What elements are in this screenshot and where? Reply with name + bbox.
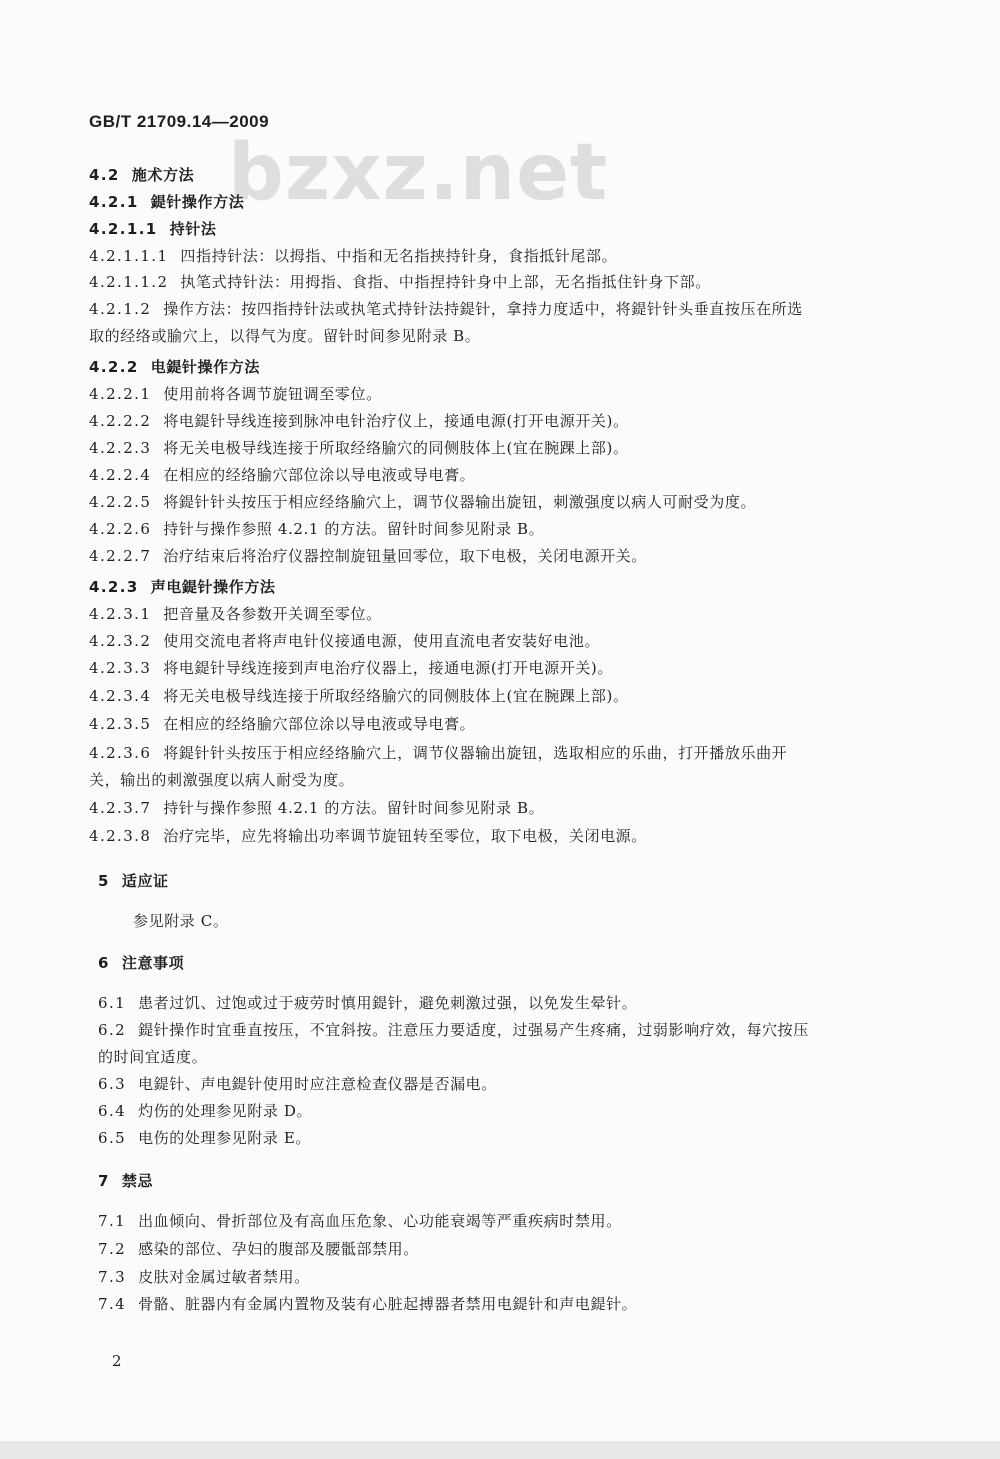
heading-4-2-2: 4.2.2 电鍉针操作方法 [89, 358, 260, 376]
clause-4-2-1-1-1: 4.2.1.1.1 四指持针法：以拇指、中指和无名指挟持针身，食指抵针尾部。 [89, 247, 618, 265]
clause-7-3: 7.3 皮肤对金属过敏者禁用。 [98, 1268, 310, 1286]
clause-6-5: 6.5 电伤的处理参见附录 E。 [98, 1129, 311, 1147]
clause-4-2-2-6: 4.2.2.6 持针与操作参照 4.2.1 的方法。留针时间参见附录 B。 [89, 520, 545, 538]
clause-4-2-1-2-cont: 取的经络或腧穴上，以得气为度。留针时间参见附录 B。 [89, 327, 481, 345]
clause-6-2: 6.2 鍉针操作时宜垂直按压，不宜斜按。注意压力要适度，过强易产生疼痛，过弱影响疗效，每穴按压 [98, 1021, 809, 1039]
clause-7-1: 7.1 出血倾向、骨折部位及有高血压危象、心功能衰竭等严重疾病时禁用。 [98, 1212, 622, 1230]
clause-5-text: 参见附录 C。 [133, 912, 229, 930]
page-bottom-edge [0, 1441, 1000, 1459]
clause-6-2-cont: 的时间宜适度。 [98, 1048, 208, 1066]
clause-4-2-3-4: 4.2.3.4 将无关电极导线连接于所取经络腧穴的同侧肢体上(宜在腕踝上部)。 [89, 687, 629, 705]
clause-4-2-3-7: 4.2.3.7 持针与操作参照 4.2.1 的方法。留针时间参见附录 B。 [89, 799, 545, 817]
heading-7: 7 禁忌 [98, 1172, 154, 1190]
heading-4-2-1: 4.2.1 鍉针操作方法 [89, 193, 245, 211]
page-number: 2 [112, 1352, 122, 1370]
clause-4-2-3-3: 4.2.3.3 将电鍉针导线连接到声电治疗仪器上，接通电源(打开电源开关)。 [89, 659, 613, 677]
clause-4-2-3-6: 4.2.3.6 将鍉针针头按压于相应经络腧穴上，调节仪器输出旋钮，选取相应的乐曲，打开播放乐曲开 [89, 744, 788, 762]
clause-4-2-2-2: 4.2.2.2 将电鍉针导线连接到脉冲电针治疗仪上，接通电源(打开电源开关)。 [89, 412, 629, 430]
clause-4-2-3-1: 4.2.3.1 把音量及各参数开关调至零位。 [89, 605, 382, 623]
standard-number: GB/T 21709.14—2009 [89, 112, 270, 131]
clause-6-4: 6.4 灼伤的处理参见附录 D。 [98, 1102, 313, 1120]
heading-6: 6 注意事项 [98, 954, 185, 972]
clause-7-4: 7.4 骨骼、脏器内有金属内置物及装有心脏起搏器者禁用电鍉针和声电鍉针。 [98, 1295, 638, 1313]
heading-4-2-1-1: 4.2.1.1 持针法 [89, 220, 217, 238]
clause-4-2-3-8: 4.2.3.8 治疗完毕，应先将输出功率调节旋钮转至零位，取下电极，关闭电源。 [89, 827, 647, 845]
heading-4-2: 4.2 施术方法 [89, 166, 195, 184]
clause-4-2-3-5: 4.2.3.5 在相应的经络腧穴部位涂以导电液或导电膏。 [89, 715, 476, 733]
watermark: bzxz.net [228, 128, 609, 218]
clause-6-3: 6.3 电鍉针、声电鍉针使用时应注意检查仪器是否漏电。 [98, 1075, 497, 1093]
clause-6-1: 6.1 患者过饥、过饱或过于疲劳时慎用鍉针，避免刺激过强，以免发生晕针。 [98, 994, 638, 1012]
clause-4-2-2-5: 4.2.2.5 将鍉针针头按压于相应经络腧穴上，调节仪器输出旋钮，刺激强度以病人可耐受为度。 [89, 493, 757, 511]
clause-4-2-3-6-cont: 关，输出的刺激强度以病人耐受为度。 [89, 771, 355, 789]
clause-4-2-2-3: 4.2.2.3 将无关电极导线连接于所取经络腧穴的同侧肢体上(宜在腕踝上部)。 [89, 439, 629, 457]
heading-5: 5 适应证 [98, 872, 169, 890]
clause-4-2-2-1: 4.2.2.1 使用前将各调节旋钮调至零位。 [89, 385, 382, 403]
clause-4-2-1-2: 4.2.1.2 操作方法：按四指持针法或执笔式持针法持鍉针，拿持力度适中，将鍉针针头垂直按压在所选 [89, 300, 803, 318]
clause-7-2: 7.2 感染的部位、孕妇的腹部及腰骶部禁用。 [98, 1240, 419, 1258]
clause-4-2-1-1-2: 4.2.1.1.2 执笔式持针法：用拇指、食指、中指捏持针身中上部，无名指抵住针身下部。 [89, 273, 711, 291]
clause-4-2-2-4: 4.2.2.4 在相应的经络腧穴部位涂以导电液或导电膏。 [89, 466, 476, 484]
clause-4-2-3-2: 4.2.3.2 使用交流电者将声电针仪接通电源，使用直流电者安装好电池。 [89, 632, 601, 650]
heading-4-2-3: 4.2.3 声电鍉针操作方法 [89, 578, 276, 596]
clause-4-2-2-7: 4.2.2.7 治疗结束后将治疗仪器控制旋钮量回零位，取下电极，关闭电源开关。 [89, 547, 647, 565]
